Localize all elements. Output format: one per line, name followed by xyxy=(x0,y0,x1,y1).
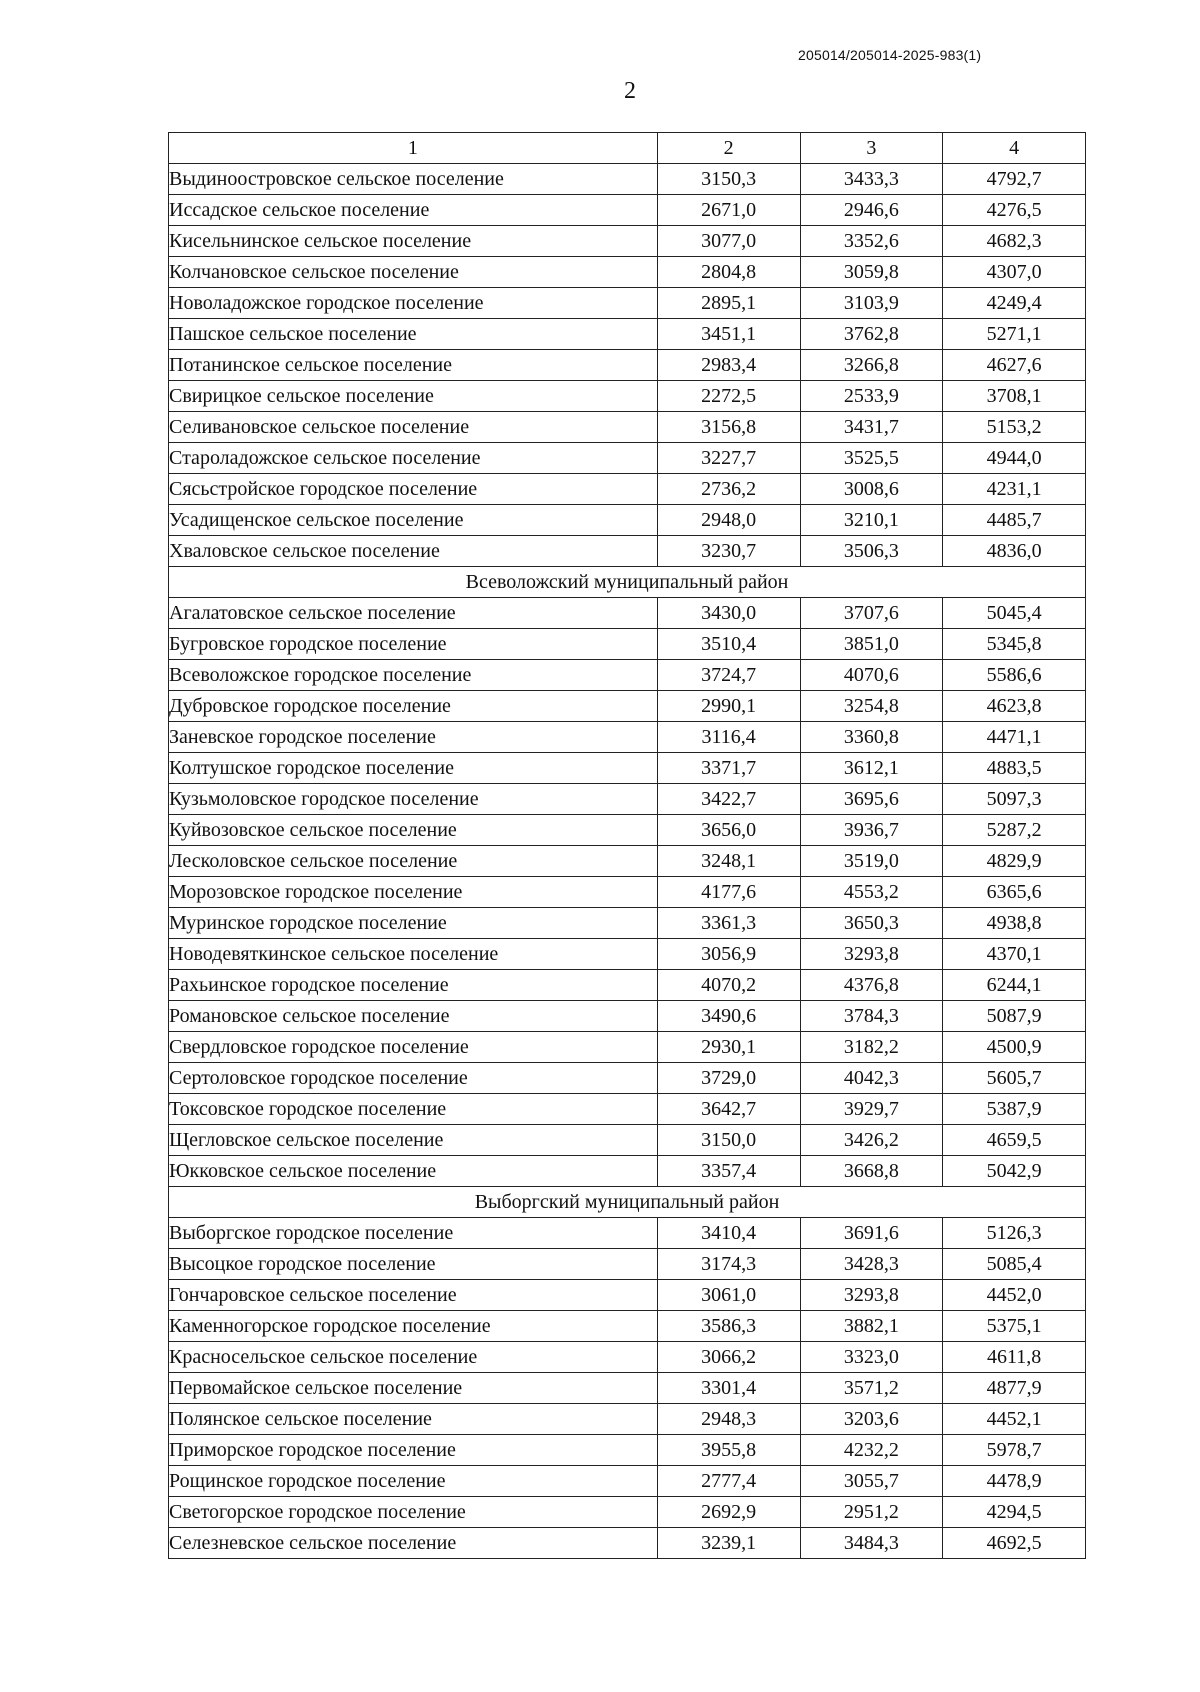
section-row xyxy=(169,567,1086,598)
value-cell: 3431,7 xyxy=(800,412,943,443)
table-row xyxy=(169,505,1086,536)
value-cell: 3510,4 xyxy=(657,629,800,660)
value-cell: 3451,1 xyxy=(657,319,800,350)
value-cell: 4070,2 xyxy=(657,970,800,1001)
table-header-row xyxy=(169,133,1086,164)
value-cell: 3357,4 xyxy=(657,1156,800,1187)
settlement-name: Приморское городское поселение xyxy=(169,1435,658,1466)
value-cell: 4370,1 xyxy=(943,939,1086,970)
value-cell: 3506,3 xyxy=(800,536,943,567)
settlement-name: Лесколовское сельское поселение xyxy=(169,846,658,877)
value-cell: 3323,0 xyxy=(800,1342,943,1373)
table-row xyxy=(169,1466,1086,1497)
column-header: 3 xyxy=(800,133,943,164)
table-row xyxy=(169,629,1086,660)
value-cell: 2930,1 xyxy=(657,1032,800,1063)
value-cell: 2895,1 xyxy=(657,288,800,319)
value-cell: 4294,5 xyxy=(943,1497,1086,1528)
settlement-name: Свирицкое сельское поселение xyxy=(169,381,658,412)
value-cell: 3430,0 xyxy=(657,598,800,629)
value-cell: 4231,1 xyxy=(943,474,1086,505)
table-row xyxy=(169,1280,1086,1311)
table-row xyxy=(169,1218,1086,1249)
value-cell: 4611,8 xyxy=(943,1342,1086,1373)
table-row xyxy=(169,1435,1086,1466)
value-cell: 5087,9 xyxy=(943,1001,1086,1032)
table-row xyxy=(169,226,1086,257)
settlement-name: Рахьинское городское поселение xyxy=(169,970,658,1001)
table-row xyxy=(169,1063,1086,1094)
table-row xyxy=(169,1528,1086,1559)
value-cell: 3008,6 xyxy=(800,474,943,505)
value-cell: 3254,8 xyxy=(800,691,943,722)
value-cell: 4485,7 xyxy=(943,505,1086,536)
value-cell: 3227,7 xyxy=(657,443,800,474)
column-header: 1 xyxy=(169,133,658,164)
settlement-name: Романовское сельское поселение xyxy=(169,1001,658,1032)
settlement-name: Красносельское сельское поселение xyxy=(169,1342,658,1373)
table-row xyxy=(169,1311,1086,1342)
value-cell: 4500,9 xyxy=(943,1032,1086,1063)
value-cell: 3695,6 xyxy=(800,784,943,815)
value-cell: 3061,0 xyxy=(657,1280,800,1311)
value-cell: 3882,1 xyxy=(800,1311,943,1342)
value-cell: 3056,9 xyxy=(657,939,800,970)
table-row xyxy=(169,350,1086,381)
value-cell: 5045,4 xyxy=(943,598,1086,629)
value-cell: 4877,9 xyxy=(943,1373,1086,1404)
value-cell: 3230,7 xyxy=(657,536,800,567)
settlement-name: Морозовское городское поселение xyxy=(169,877,658,908)
value-cell: 4249,4 xyxy=(943,288,1086,319)
settlement-name: Кузьмоловское городское поселение xyxy=(169,784,658,815)
value-cell: 3707,6 xyxy=(800,598,943,629)
settlement-name: Токсовское городское поселение xyxy=(169,1094,658,1125)
settlements-table xyxy=(168,132,1086,1559)
settlement-name: Свердловское городское поселение xyxy=(169,1032,658,1063)
value-cell: 3077,0 xyxy=(657,226,800,257)
value-cell: 3724,7 xyxy=(657,660,800,691)
table-row xyxy=(169,784,1086,815)
value-cell: 3729,0 xyxy=(657,1063,800,1094)
settlement-name: Щегловское сельское поселение xyxy=(169,1125,658,1156)
value-cell: 4938,8 xyxy=(943,908,1086,939)
value-cell: 5387,9 xyxy=(943,1094,1086,1125)
value-cell: 2990,1 xyxy=(657,691,800,722)
value-cell: 3426,2 xyxy=(800,1125,943,1156)
value-cell: 3525,5 xyxy=(800,443,943,474)
value-cell: 4276,5 xyxy=(943,195,1086,226)
table-row xyxy=(169,1001,1086,1032)
value-cell: 3066,2 xyxy=(657,1342,800,1373)
section-title: Выборгский муниципальный район xyxy=(169,1187,1086,1218)
table-row xyxy=(169,164,1086,195)
value-cell: 4944,0 xyxy=(943,443,1086,474)
value-cell: 4883,5 xyxy=(943,753,1086,784)
settlement-name: Рощинское городское поселение xyxy=(169,1466,658,1497)
value-cell: 4829,9 xyxy=(943,846,1086,877)
settlement-name: Бугровское городское поселение xyxy=(169,629,658,660)
table-row xyxy=(169,381,1086,412)
value-cell: 2736,2 xyxy=(657,474,800,505)
value-cell: 3668,8 xyxy=(800,1156,943,1187)
value-cell: 3059,8 xyxy=(800,257,943,288)
value-cell: 4376,8 xyxy=(800,970,943,1001)
value-cell: 3650,3 xyxy=(800,908,943,939)
table-body xyxy=(169,164,1086,1559)
value-cell: 4478,9 xyxy=(943,1466,1086,1497)
table-row xyxy=(169,722,1086,753)
table-row xyxy=(169,288,1086,319)
settlement-name: Первомайское сельское поселение xyxy=(169,1373,658,1404)
table-row xyxy=(169,846,1086,877)
value-cell: 3571,2 xyxy=(800,1373,943,1404)
settlement-name: Куйвозовское сельское поселение xyxy=(169,815,658,846)
value-cell: 4307,0 xyxy=(943,257,1086,288)
table-row xyxy=(169,1094,1086,1125)
value-cell: 3762,8 xyxy=(800,319,943,350)
value-cell: 3612,1 xyxy=(800,753,943,784)
settlement-name: Староладожское сельское поселение xyxy=(169,443,658,474)
value-cell: 4659,5 xyxy=(943,1125,1086,1156)
settlement-name: Муринское городское поселение xyxy=(169,908,658,939)
value-cell: 4553,2 xyxy=(800,877,943,908)
value-cell: 3055,7 xyxy=(800,1466,943,1497)
settlement-name: Пашское сельское поселение xyxy=(169,319,658,350)
value-cell: 3293,8 xyxy=(800,1280,943,1311)
table-row xyxy=(169,939,1086,970)
document-id: 205014/205014-2025-983(1) xyxy=(798,47,982,63)
value-cell: 3422,7 xyxy=(657,784,800,815)
value-cell: 3156,8 xyxy=(657,412,800,443)
settlement-name: Сертоловское городское поселение xyxy=(169,1063,658,1094)
settlement-name: Селивановское сельское поселение xyxy=(169,412,658,443)
value-cell: 3203,6 xyxy=(800,1404,943,1435)
table-row xyxy=(169,1125,1086,1156)
section-title: Всеволожский муниципальный район xyxy=(169,567,1086,598)
table-row xyxy=(169,660,1086,691)
value-cell: 5271,1 xyxy=(943,319,1086,350)
value-cell: 3490,6 xyxy=(657,1001,800,1032)
value-cell: 5287,2 xyxy=(943,815,1086,846)
settlement-name: Юкковское сельское поселение xyxy=(169,1156,658,1187)
table-row xyxy=(169,598,1086,629)
value-cell: 5605,7 xyxy=(943,1063,1086,1094)
table-row xyxy=(169,257,1086,288)
settlement-name: Колчановское сельское поселение xyxy=(169,257,658,288)
settlement-name: Полянское сельское поселение xyxy=(169,1404,658,1435)
value-cell: 3484,3 xyxy=(800,1528,943,1559)
settlement-name: Гончаровское сельское поселение xyxy=(169,1280,658,1311)
value-cell: 3371,7 xyxy=(657,753,800,784)
value-cell: 3929,7 xyxy=(800,1094,943,1125)
value-cell: 3642,7 xyxy=(657,1094,800,1125)
value-cell: 3293,8 xyxy=(800,939,943,970)
value-cell: 3116,4 xyxy=(657,722,800,753)
value-cell: 3361,3 xyxy=(657,908,800,939)
value-cell: 4070,6 xyxy=(800,660,943,691)
table-row xyxy=(169,195,1086,226)
settlement-name: Всеволожское городское поселение xyxy=(169,660,658,691)
value-cell: 3150,3 xyxy=(657,164,800,195)
table-row xyxy=(169,970,1086,1001)
column-header: 2 xyxy=(657,133,800,164)
table-row xyxy=(169,908,1086,939)
value-cell: 4232,2 xyxy=(800,1435,943,1466)
table-row xyxy=(169,443,1086,474)
value-cell: 2948,0 xyxy=(657,505,800,536)
value-cell: 5085,4 xyxy=(943,1249,1086,1280)
value-cell: 3182,2 xyxy=(800,1032,943,1063)
table-row xyxy=(169,1497,1086,1528)
settlement-name: Селезневское сельское поселение xyxy=(169,1528,658,1559)
value-cell: 4836,0 xyxy=(943,536,1086,567)
value-cell: 5126,3 xyxy=(943,1218,1086,1249)
value-cell: 3248,1 xyxy=(657,846,800,877)
value-cell: 2671,0 xyxy=(657,195,800,226)
value-cell: 5153,2 xyxy=(943,412,1086,443)
value-cell: 3433,3 xyxy=(800,164,943,195)
table-row xyxy=(169,536,1086,567)
value-cell: 3360,8 xyxy=(800,722,943,753)
page-number: 2 xyxy=(624,78,636,104)
value-cell: 3410,4 xyxy=(657,1218,800,1249)
value-cell: 2777,4 xyxy=(657,1466,800,1497)
table-row xyxy=(169,691,1086,722)
value-cell: 3586,3 xyxy=(657,1311,800,1342)
settlement-name: Каменногорское городское поселение xyxy=(169,1311,658,1342)
value-cell: 2983,4 xyxy=(657,350,800,381)
settlement-name: Выборгское городское поселение xyxy=(169,1218,658,1249)
value-cell: 4692,5 xyxy=(943,1528,1086,1559)
value-cell: 4042,3 xyxy=(800,1063,943,1094)
value-cell: 2533,9 xyxy=(800,381,943,412)
settlement-name: Агалатовское сельское поселение xyxy=(169,598,658,629)
value-cell: 3352,6 xyxy=(800,226,943,257)
table-row xyxy=(169,1032,1086,1063)
value-cell: 3239,1 xyxy=(657,1528,800,1559)
value-cell: 4682,3 xyxy=(943,226,1086,257)
value-cell: 3784,3 xyxy=(800,1001,943,1032)
value-cell: 3210,1 xyxy=(800,505,943,536)
value-cell: 4792,7 xyxy=(943,164,1086,195)
table-row xyxy=(169,1249,1086,1280)
value-cell: 3519,0 xyxy=(800,846,943,877)
settlement-name: Новодевяткинское сельское поселение xyxy=(169,939,658,970)
settlement-name: Иссадское сельское поселение xyxy=(169,195,658,226)
table-row xyxy=(169,753,1086,784)
value-cell: 5042,9 xyxy=(943,1156,1086,1187)
settlement-name: Заневское городское поселение xyxy=(169,722,658,753)
value-cell: 3936,7 xyxy=(800,815,943,846)
table-row xyxy=(169,1342,1086,1373)
value-cell: 3174,3 xyxy=(657,1249,800,1280)
settlement-name: Сясьстройское городское поселение xyxy=(169,474,658,505)
value-cell: 6244,1 xyxy=(943,970,1086,1001)
settlement-name: Дубровское городское поселение xyxy=(169,691,658,722)
value-cell: 3428,3 xyxy=(800,1249,943,1280)
table-row xyxy=(169,412,1086,443)
value-cell: 4452,1 xyxy=(943,1404,1086,1435)
value-cell: 2946,6 xyxy=(800,195,943,226)
settlement-name: Хваловское сельское поселение xyxy=(169,536,658,567)
value-cell: 2951,2 xyxy=(800,1497,943,1528)
value-cell: 4627,6 xyxy=(943,350,1086,381)
value-cell: 3851,0 xyxy=(800,629,943,660)
settlement-name: Кисельнинское сельское поселение xyxy=(169,226,658,257)
value-cell: 3708,1 xyxy=(943,381,1086,412)
value-cell: 5978,7 xyxy=(943,1435,1086,1466)
table-row xyxy=(169,1373,1086,1404)
table-row xyxy=(169,319,1086,350)
value-cell: 6365,6 xyxy=(943,877,1086,908)
value-cell: 3691,6 xyxy=(800,1218,943,1249)
settlement-name: Светогорское городское поселение xyxy=(169,1497,658,1528)
value-cell: 2804,8 xyxy=(657,257,800,288)
section-row xyxy=(169,1187,1086,1218)
value-cell: 5586,6 xyxy=(943,660,1086,691)
settlement-name: Новоладожское городское поселение xyxy=(169,288,658,319)
value-cell: 3656,0 xyxy=(657,815,800,846)
table-row xyxy=(169,1156,1086,1187)
settlement-name: Высоцкое городское поселение xyxy=(169,1249,658,1280)
value-cell: 3150,0 xyxy=(657,1125,800,1156)
value-cell: 2692,9 xyxy=(657,1497,800,1528)
value-cell: 4177,6 xyxy=(657,877,800,908)
settlement-name: Усадищенское сельское поселение xyxy=(169,505,658,536)
table-row xyxy=(169,474,1086,505)
column-header: 4 xyxy=(943,133,1086,164)
value-cell: 3103,9 xyxy=(800,288,943,319)
settlement-name: Колтушское городское поселение xyxy=(169,753,658,784)
value-cell: 5097,3 xyxy=(943,784,1086,815)
value-cell: 3301,4 xyxy=(657,1373,800,1404)
value-cell: 5345,8 xyxy=(943,629,1086,660)
table-row xyxy=(169,877,1086,908)
table-row xyxy=(169,1404,1086,1435)
value-cell: 2272,5 xyxy=(657,381,800,412)
value-cell: 3955,8 xyxy=(657,1435,800,1466)
value-cell: 4452,0 xyxy=(943,1280,1086,1311)
value-cell: 4471,1 xyxy=(943,722,1086,753)
settlement-name: Выдиноостровское сельское поселение xyxy=(169,164,658,195)
settlement-name: Потанинское сельское поселение xyxy=(169,350,658,381)
value-cell: 5375,1 xyxy=(943,1311,1086,1342)
table-row xyxy=(169,815,1086,846)
value-cell: 4623,8 xyxy=(943,691,1086,722)
value-cell: 2948,3 xyxy=(657,1404,800,1435)
value-cell: 3266,8 xyxy=(800,350,943,381)
